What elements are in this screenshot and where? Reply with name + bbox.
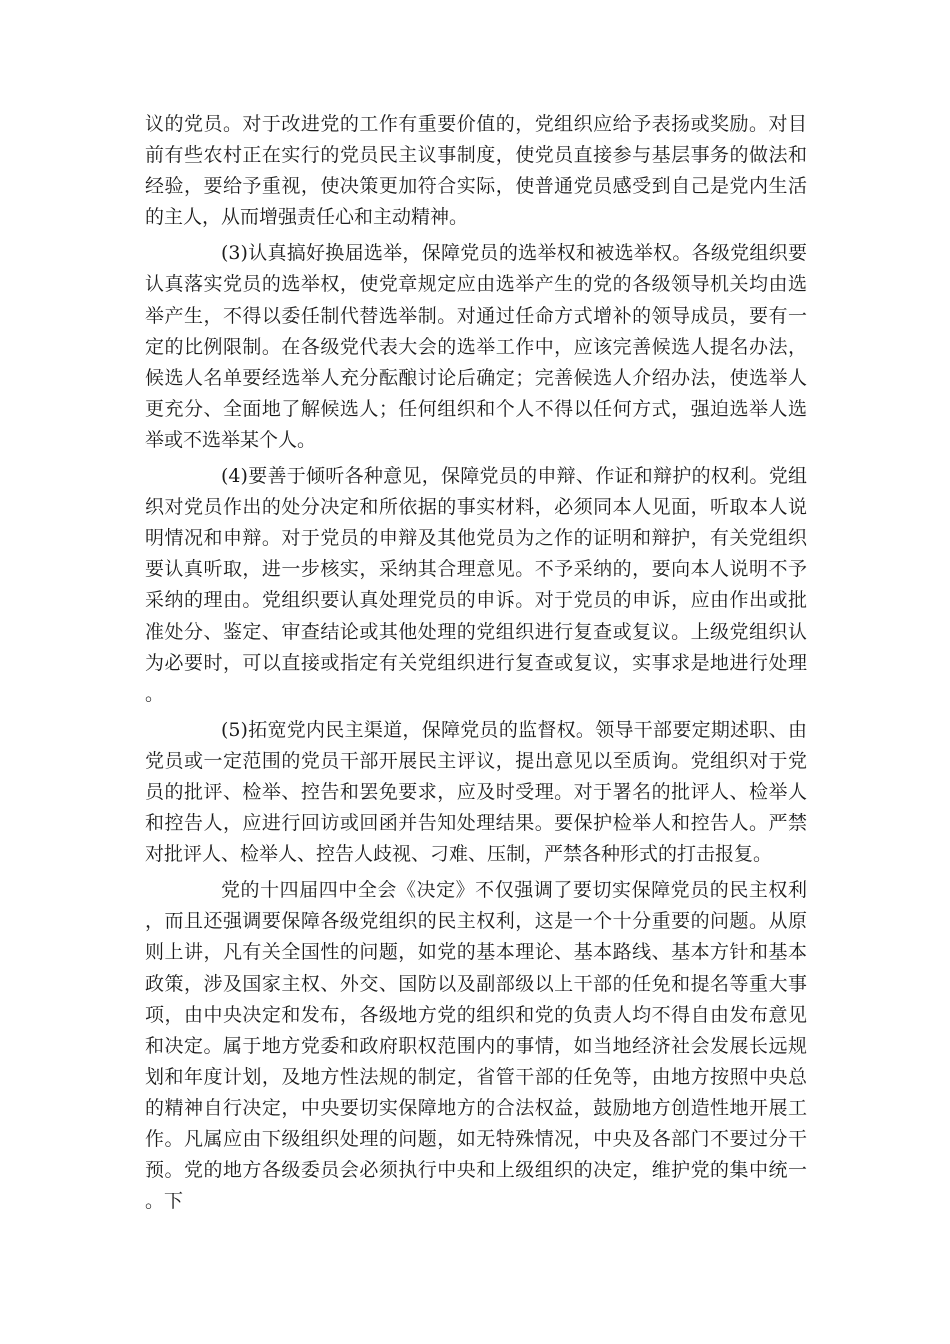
paragraph-item-4: (4)要善于倾听各种意见，保障党员的申辩、作证和辩护的权利。党组织对党员作出的处分决定和所依据的事实材料，必须同本人见面，听取本人说明情况和申辩。对于党员的申辩及其他党员为之作的证明和辩护，有关党组织要认真听取，进一步核实，采纳其合理意见。不予采纳的，要向本人说明不予采纳的理由。党组织要认真处理党员的申诉。对于党员的申诉，应由作出或批准处分、鉴定、审查结论或其他处理的党组织进行复查或复议。上级党组织认为必要时，可以直接或指定有关党组织进行复查或复议，实事求是地进行处理。 (145, 465, 807, 705)
paragraph-item-3: (3)认真搞好换届选举，保障党员的选举权和被选举权。各级党组织要认真落实党员的选举权，使党章规定应由选举产生的党的各级领导机关均由选举产生，不得以委任制代替选举制。对通过任命方式增补的领导成员，要有一定的比例限制。在各级党代表大会的选举工作中，应该完善候选人提名办法，候选人名单要经选举人充分酝酿讨论后确定；完善候选人介绍办法，使选举人更充分、全面地了解候选人；任何组织和个人不得以任何方式，强迫选举人选举或不选举某个人。 (145, 242, 807, 451)
paragraph-continued: 议的党员。对于改进党的工作有重要价值的，党组织应给予表扬或奖励。对目前有些农村正在实行的党员民主议事制度，使党员直接参与基层事务的做法和经验，要给予重视，使决策更加符合实际，使普通党员感受到自己是党内生活的主人，从而增强责任心和主动精神。 (145, 113, 807, 229)
paragraph-item-5: (5)拓宽党内民主渠道，保障党员的监督权。领导干部要定期述职、由党员或一定范围的党员干部开展民主评议，提出意见以至质询。党组织对于党员的批评、检举、控告和罢免要求，应及时受理。对于署名的批评人、检举人和控告人，应进行回访或回函并告知处理结果。要保护检举人和控告人。严禁对批评人、检举人、控告人歧视、刁难、压制，严禁各种形式的打击报复。 (145, 718, 807, 866)
paragraph-fourth-plenum: 党的十四届四中全会《决定》不仅强调了要切实保障党员的民主权利，而且还强调要保障各级党组织的民主权利，这是一个十分重要的问题。从原则上讲，凡有关全国性的问题，如党的基本理论、基本路线、基本方针和基本政策，涉及国家主权、外交、国防以及副部级以上干部的任免和提名等重大事项，由中央决定和发布，各级地方党的组织和党的负责人均不得自由发布意见和决定。属于地方党委和政府职权范围内的事情，如当地经济社会发展长远规划和年度计划，及地方性法规的制定，省管干部的任免等，由地方按照中央总的精神自行决定，中央要切实保障地方的合法权益，鼓励地方创造性地开展工作。凡属应由下级组织处理的问题，如无特殊情况，中央及各部门不要过分干预。党的地方各级委员会必须执行中央和上级组织的决定，维护党的集中统一。下 (145, 879, 807, 1213)
document-body (145, 109, 807, 1217)
